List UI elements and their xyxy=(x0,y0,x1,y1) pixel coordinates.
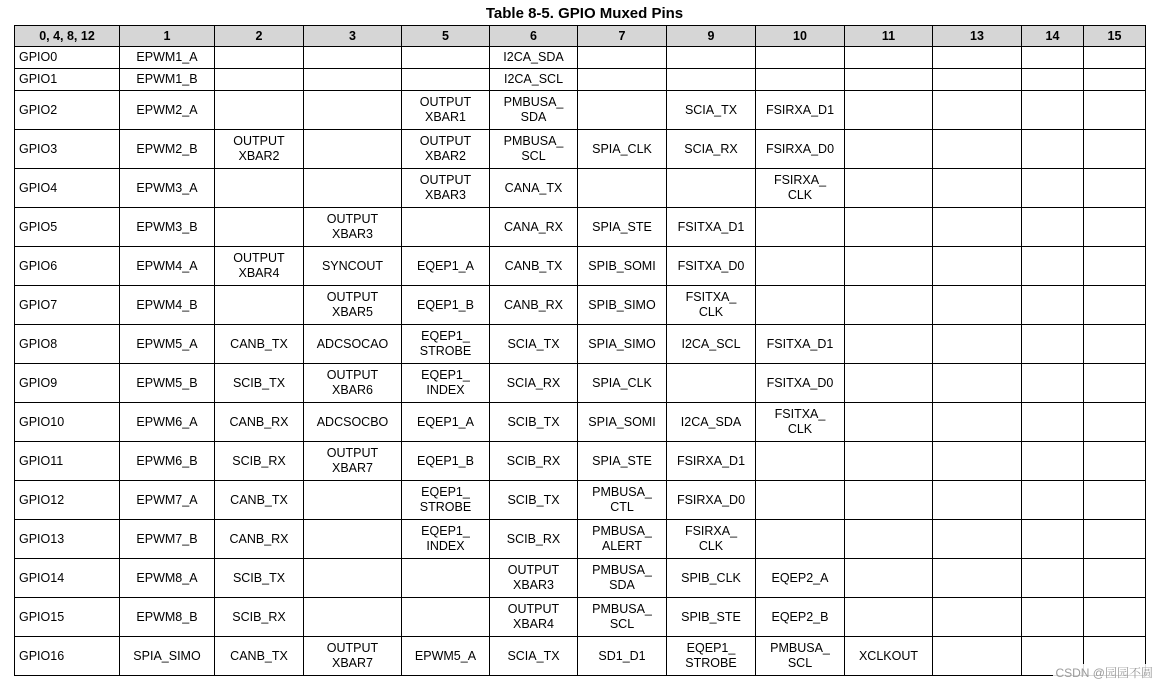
mux-function-cell: FSIRXA_ CLK xyxy=(756,169,845,208)
mux-function-cell xyxy=(1022,47,1084,69)
mux-function-cell: SPIA_STE xyxy=(578,208,667,247)
column-header: 10 xyxy=(756,26,845,47)
mux-function-cell xyxy=(845,47,933,69)
mux-function-cell xyxy=(845,403,933,442)
gpio-pin-cell: GPIO1 xyxy=(15,69,120,91)
mux-function-cell xyxy=(578,91,667,130)
mux-function-cell xyxy=(845,247,933,286)
mux-function-cell xyxy=(1022,208,1084,247)
mux-function-cell: CANA_TX xyxy=(490,169,578,208)
table-row xyxy=(15,442,1146,481)
mux-function-cell: OUTPUT XBAR7 xyxy=(304,442,402,481)
mux-function-cell xyxy=(933,637,1022,676)
mux-function-cell xyxy=(845,130,933,169)
mux-function-cell xyxy=(845,559,933,598)
mux-function-cell xyxy=(667,69,756,91)
mux-function-cell: SCIB_RX xyxy=(215,442,304,481)
mux-function-cell xyxy=(1022,69,1084,91)
mux-function-cell: SCIB_TX xyxy=(215,559,304,598)
table-row xyxy=(15,91,1146,130)
mux-function-cell xyxy=(756,208,845,247)
mux-function-cell: OUTPUT XBAR6 xyxy=(304,364,402,403)
mux-function-cell: EQEP1_B xyxy=(402,286,490,325)
table-row xyxy=(15,364,1146,403)
column-header: 2 xyxy=(215,26,304,47)
mux-function-cell xyxy=(1022,91,1084,130)
table-row xyxy=(15,520,1146,559)
mux-function-cell: SCIB_TX xyxy=(215,364,304,403)
mux-function-cell: SD1_D1 xyxy=(578,637,667,676)
mux-function-cell xyxy=(1084,442,1146,481)
mux-function-cell: SPIA_STE xyxy=(578,442,667,481)
mux-function-cell: I2CA_SCL xyxy=(490,69,578,91)
gpio-pin-cell: GPIO3 xyxy=(15,130,120,169)
mux-function-cell xyxy=(667,47,756,69)
mux-function-cell: OUTPUT XBAR5 xyxy=(304,286,402,325)
mux-function-cell: EPWM6_A xyxy=(120,403,215,442)
table-row xyxy=(15,208,1146,247)
mux-function-cell xyxy=(933,69,1022,91)
table-body xyxy=(15,47,1146,676)
mux-function-cell: FSIRXA_ CLK xyxy=(667,520,756,559)
mux-function-cell: EQEP1_ STROBE xyxy=(667,637,756,676)
mux-function-cell: OUTPUT XBAR2 xyxy=(402,130,490,169)
mux-function-cell xyxy=(304,598,402,637)
gpio-pin-cell: GPIO14 xyxy=(15,559,120,598)
gpio-pin-cell: GPIO6 xyxy=(15,247,120,286)
mux-function-cell xyxy=(845,598,933,637)
gpio-pin-cell: GPIO12 xyxy=(15,481,120,520)
mux-function-cell: OUTPUT XBAR4 xyxy=(490,598,578,637)
mux-function-cell: CANB_RX xyxy=(490,286,578,325)
mux-function-cell: SYNCOUT xyxy=(304,247,402,286)
mux-function-cell: EPWM3_A xyxy=(120,169,215,208)
mux-function-cell: FSITXA_ CLK xyxy=(756,403,845,442)
mux-function-cell xyxy=(304,169,402,208)
mux-function-cell xyxy=(756,286,845,325)
mux-function-cell: FSITXA_D1 xyxy=(756,325,845,364)
table-row xyxy=(15,481,1146,520)
mux-function-cell xyxy=(304,481,402,520)
mux-function-cell: CANB_TX xyxy=(215,325,304,364)
table-row xyxy=(15,286,1146,325)
column-header: 15 xyxy=(1084,26,1146,47)
mux-function-cell: EPWM1_A xyxy=(120,47,215,69)
mux-function-cell xyxy=(933,403,1022,442)
mux-function-cell xyxy=(933,442,1022,481)
mux-function-cell: PMBUSA_ ALERT xyxy=(578,520,667,559)
gpio-pin-cell: GPIO4 xyxy=(15,169,120,208)
mux-function-cell xyxy=(304,91,402,130)
mux-function-cell xyxy=(933,91,1022,130)
mux-function-cell: EQEP1_ STROBE xyxy=(402,481,490,520)
mux-function-cell: EPWM7_B xyxy=(120,520,215,559)
gpio-pin-cell: GPIO0 xyxy=(15,47,120,69)
mux-function-cell xyxy=(667,169,756,208)
table-row xyxy=(15,598,1146,637)
mux-function-cell xyxy=(578,169,667,208)
mux-function-cell xyxy=(933,286,1022,325)
mux-function-cell xyxy=(933,325,1022,364)
mux-function-cell xyxy=(1084,559,1146,598)
mux-function-cell xyxy=(1022,481,1084,520)
column-header: 1 xyxy=(120,26,215,47)
mux-function-cell: OUTPUT XBAR3 xyxy=(490,559,578,598)
mux-function-cell: XCLKOUT xyxy=(845,637,933,676)
mux-function-cell: EPWM1_B xyxy=(120,69,215,91)
mux-function-cell xyxy=(1022,442,1084,481)
mux-function-cell: PMBUSA_ CTL xyxy=(578,481,667,520)
mux-function-cell xyxy=(933,208,1022,247)
mux-function-cell: SCIA_TX xyxy=(490,637,578,676)
table-title: Table 8-5. GPIO Muxed Pins xyxy=(485,5,684,22)
mux-function-cell: EPWM4_B xyxy=(120,286,215,325)
mux-function-cell: FSIRXA_D0 xyxy=(756,130,845,169)
mux-function-cell xyxy=(1022,325,1084,364)
mux-function-cell xyxy=(304,47,402,69)
mux-function-cell: EPWM2_A xyxy=(120,91,215,130)
mux-function-cell: CANB_TX xyxy=(490,247,578,286)
mux-function-cell: PMBUSA_ SCL xyxy=(756,637,845,676)
mux-function-cell xyxy=(845,286,933,325)
mux-function-cell: SCIB_RX xyxy=(490,520,578,559)
column-header: 13 xyxy=(933,26,1022,47)
gpio-pin-cell: GPIO5 xyxy=(15,208,120,247)
mux-function-cell: SPIB_SIMO xyxy=(578,286,667,325)
gpio-pin-cell: GPIO10 xyxy=(15,403,120,442)
mux-function-cell xyxy=(1022,403,1084,442)
table-row xyxy=(15,130,1146,169)
mux-function-cell xyxy=(1022,247,1084,286)
gpio-pin-cell: GPIO13 xyxy=(15,520,120,559)
mux-function-cell: SCIB_RX xyxy=(490,442,578,481)
mux-function-cell: SPIA_CLK xyxy=(578,130,667,169)
gpio-pin-cell: GPIO16 xyxy=(15,637,120,676)
mux-function-cell xyxy=(1022,169,1084,208)
table-header-row xyxy=(15,26,1146,47)
mux-function-cell xyxy=(1022,520,1084,559)
mux-function-cell xyxy=(933,520,1022,559)
mux-function-cell xyxy=(845,169,933,208)
mux-function-cell: SCIA_RX xyxy=(490,364,578,403)
table-row xyxy=(15,247,1146,286)
mux-function-cell: SCIB_TX xyxy=(490,481,578,520)
mux-function-cell xyxy=(845,325,933,364)
mux-function-cell: EPWM6_B xyxy=(120,442,215,481)
mux-function-cell: FSITXA_ CLK xyxy=(667,286,756,325)
mux-function-cell: OUTPUT XBAR3 xyxy=(402,169,490,208)
mux-function-cell xyxy=(578,47,667,69)
mux-function-cell: PMBUSA_ SDA xyxy=(490,91,578,130)
mux-function-cell xyxy=(1084,47,1146,69)
mux-function-cell: OUTPUT XBAR1 xyxy=(402,91,490,130)
mux-function-cell xyxy=(1084,403,1146,442)
mux-function-cell: SPIA_CLK xyxy=(578,364,667,403)
mux-function-cell: I2CA_SDA xyxy=(667,403,756,442)
mux-function-cell: CANB_RX xyxy=(215,520,304,559)
column-header: 7 xyxy=(578,26,667,47)
mux-function-cell: CANB_RX xyxy=(215,403,304,442)
mux-function-cell: EQEP1_B xyxy=(402,442,490,481)
table-row xyxy=(15,559,1146,598)
mux-function-cell: EQEP1_A xyxy=(402,403,490,442)
table-row xyxy=(15,169,1146,208)
mux-function-cell: SPIA_SIMO xyxy=(578,325,667,364)
mux-function-cell xyxy=(933,247,1022,286)
mux-function-cell xyxy=(756,247,845,286)
gpio-pin-cell: GPIO9 xyxy=(15,364,120,403)
mux-function-cell xyxy=(1084,69,1146,91)
mux-function-cell: EPWM4_A xyxy=(120,247,215,286)
mux-function-cell xyxy=(1022,559,1084,598)
column-header: 3 xyxy=(304,26,402,47)
mux-function-cell xyxy=(304,130,402,169)
mux-function-cell xyxy=(304,520,402,559)
mux-function-cell xyxy=(756,442,845,481)
mux-function-cell: EQEP1_ INDEX xyxy=(402,364,490,403)
mux-function-cell xyxy=(1084,481,1146,520)
mux-function-cell xyxy=(402,598,490,637)
mux-function-cell xyxy=(402,559,490,598)
column-header: 14 xyxy=(1022,26,1084,47)
mux-function-cell: EPWM7_A xyxy=(120,481,215,520)
mux-function-cell xyxy=(304,559,402,598)
mux-function-cell xyxy=(933,598,1022,637)
gpio-pin-cell: GPIO8 xyxy=(15,325,120,364)
mux-function-cell xyxy=(756,520,845,559)
column-header: 9 xyxy=(667,26,756,47)
mux-function-cell: OUTPUT XBAR7 xyxy=(304,637,402,676)
mux-function-cell xyxy=(667,364,756,403)
mux-function-cell xyxy=(215,286,304,325)
mux-function-cell xyxy=(215,47,304,69)
gpio-pin-cell: GPIO15 xyxy=(15,598,120,637)
mux-function-cell xyxy=(756,481,845,520)
mux-function-cell: CANB_TX xyxy=(215,481,304,520)
mux-function-cell: OUTPUT XBAR3 xyxy=(304,208,402,247)
mux-function-cell: CANA_RX xyxy=(490,208,578,247)
mux-function-cell: SCIB_RX xyxy=(215,598,304,637)
mux-function-cell: SCIA_RX xyxy=(667,130,756,169)
mux-function-cell xyxy=(845,69,933,91)
column-header: 0, 4, 8, 12 xyxy=(15,26,120,47)
mux-function-cell xyxy=(215,208,304,247)
mux-function-cell xyxy=(1084,130,1146,169)
mux-function-cell: SCIA_TX xyxy=(667,91,756,130)
mux-function-cell: EPWM8_A xyxy=(120,559,215,598)
mux-function-cell xyxy=(215,91,304,130)
mux-function-cell: CANB_TX xyxy=(215,637,304,676)
table-row xyxy=(15,403,1146,442)
mux-function-cell: EQEP1_A xyxy=(402,247,490,286)
mux-function-cell xyxy=(1084,247,1146,286)
mux-function-cell: EQEP2_B xyxy=(756,598,845,637)
mux-function-cell: EPWM5_A xyxy=(402,637,490,676)
mux-function-cell xyxy=(933,364,1022,403)
watermark: CSDN @园园不圆 xyxy=(1055,666,1153,680)
mux-function-cell: FSIRXA_D1 xyxy=(756,91,845,130)
mux-function-cell: SPIB_CLK xyxy=(667,559,756,598)
mux-function-cell xyxy=(933,169,1022,208)
mux-function-cell xyxy=(578,69,667,91)
mux-function-cell: FSIRXA_D0 xyxy=(667,481,756,520)
mux-function-cell: EQEP1_ INDEX xyxy=(402,520,490,559)
mux-function-cell xyxy=(756,69,845,91)
mux-function-cell: EPWM5_A xyxy=(120,325,215,364)
mux-function-cell xyxy=(1022,286,1084,325)
mux-function-cell xyxy=(1022,364,1084,403)
mux-function-cell xyxy=(402,208,490,247)
mux-function-cell xyxy=(845,364,933,403)
mux-function-cell xyxy=(215,69,304,91)
mux-function-cell: FSITXA_D1 xyxy=(667,208,756,247)
mux-function-cell: EQEP1_ STROBE xyxy=(402,325,490,364)
mux-function-cell: EQEP2_A xyxy=(756,559,845,598)
gpio-mux-table xyxy=(14,25,1146,676)
mux-function-cell: OUTPUT XBAR2 xyxy=(215,130,304,169)
mux-function-cell: I2CA_SDA xyxy=(490,47,578,69)
mux-function-cell xyxy=(1084,325,1146,364)
mux-function-cell xyxy=(1084,364,1146,403)
column-header: 6 xyxy=(490,26,578,47)
mux-function-cell xyxy=(215,169,304,208)
mux-function-cell: EPWM2_B xyxy=(120,130,215,169)
mux-function-cell: PMBUSA_ SDA xyxy=(578,559,667,598)
mux-function-cell xyxy=(845,481,933,520)
table-row xyxy=(15,637,1146,676)
mux-function-cell: EPWM3_B xyxy=(120,208,215,247)
mux-function-cell xyxy=(1022,598,1084,637)
gpio-pin-cell: GPIO2 xyxy=(15,91,120,130)
mux-function-cell: SCIB_TX xyxy=(490,403,578,442)
mux-function-cell: SCIA_TX xyxy=(490,325,578,364)
column-header: 5 xyxy=(402,26,490,47)
mux-function-cell xyxy=(1084,286,1146,325)
mux-function-cell: EPWM5_B xyxy=(120,364,215,403)
mux-function-cell xyxy=(845,442,933,481)
mux-function-cell: I2CA_SCL xyxy=(667,325,756,364)
mux-function-cell xyxy=(1084,169,1146,208)
table-row xyxy=(15,47,1146,69)
mux-function-cell: EPWM8_B xyxy=(120,598,215,637)
mux-function-cell: ADCSOCAO xyxy=(304,325,402,364)
mux-function-cell xyxy=(933,481,1022,520)
mux-function-cell xyxy=(933,559,1022,598)
mux-function-cell: SPIA_SOMI xyxy=(578,403,667,442)
mux-function-cell: PMBUSA_ SCL xyxy=(578,598,667,637)
mux-function-cell xyxy=(933,130,1022,169)
mux-function-cell xyxy=(1084,598,1146,637)
gpio-pin-cell: GPIO11 xyxy=(15,442,120,481)
mux-function-cell xyxy=(933,47,1022,69)
table-row xyxy=(15,69,1146,91)
mux-function-cell xyxy=(756,47,845,69)
mux-function-cell xyxy=(1084,91,1146,130)
mux-function-cell xyxy=(304,69,402,91)
mux-function-cell xyxy=(402,47,490,69)
mux-function-cell: OUTPUT XBAR4 xyxy=(215,247,304,286)
mux-function-cell: FSITXA_D0 xyxy=(756,364,845,403)
mux-function-cell xyxy=(1084,520,1146,559)
column-header: 11 xyxy=(845,26,933,47)
mux-function-cell xyxy=(1022,130,1084,169)
mux-function-cell: SPIB_STE xyxy=(667,598,756,637)
gpio-pin-cell: GPIO7 xyxy=(15,286,120,325)
mux-function-cell: ADCSOCBO xyxy=(304,403,402,442)
mux-function-cell xyxy=(402,69,490,91)
mux-function-cell xyxy=(1084,208,1146,247)
mux-function-cell: PMBUSA_ SCL xyxy=(490,130,578,169)
mux-function-cell xyxy=(845,208,933,247)
mux-function-cell: FSIRXA_D1 xyxy=(667,442,756,481)
table-row xyxy=(15,325,1146,364)
mux-function-cell: SPIA_SIMO xyxy=(120,637,215,676)
mux-function-cell: SPIB_SOMI xyxy=(578,247,667,286)
mux-function-cell xyxy=(845,520,933,559)
mux-function-cell xyxy=(845,91,933,130)
mux-function-cell: FSITXA_D0 xyxy=(667,247,756,286)
